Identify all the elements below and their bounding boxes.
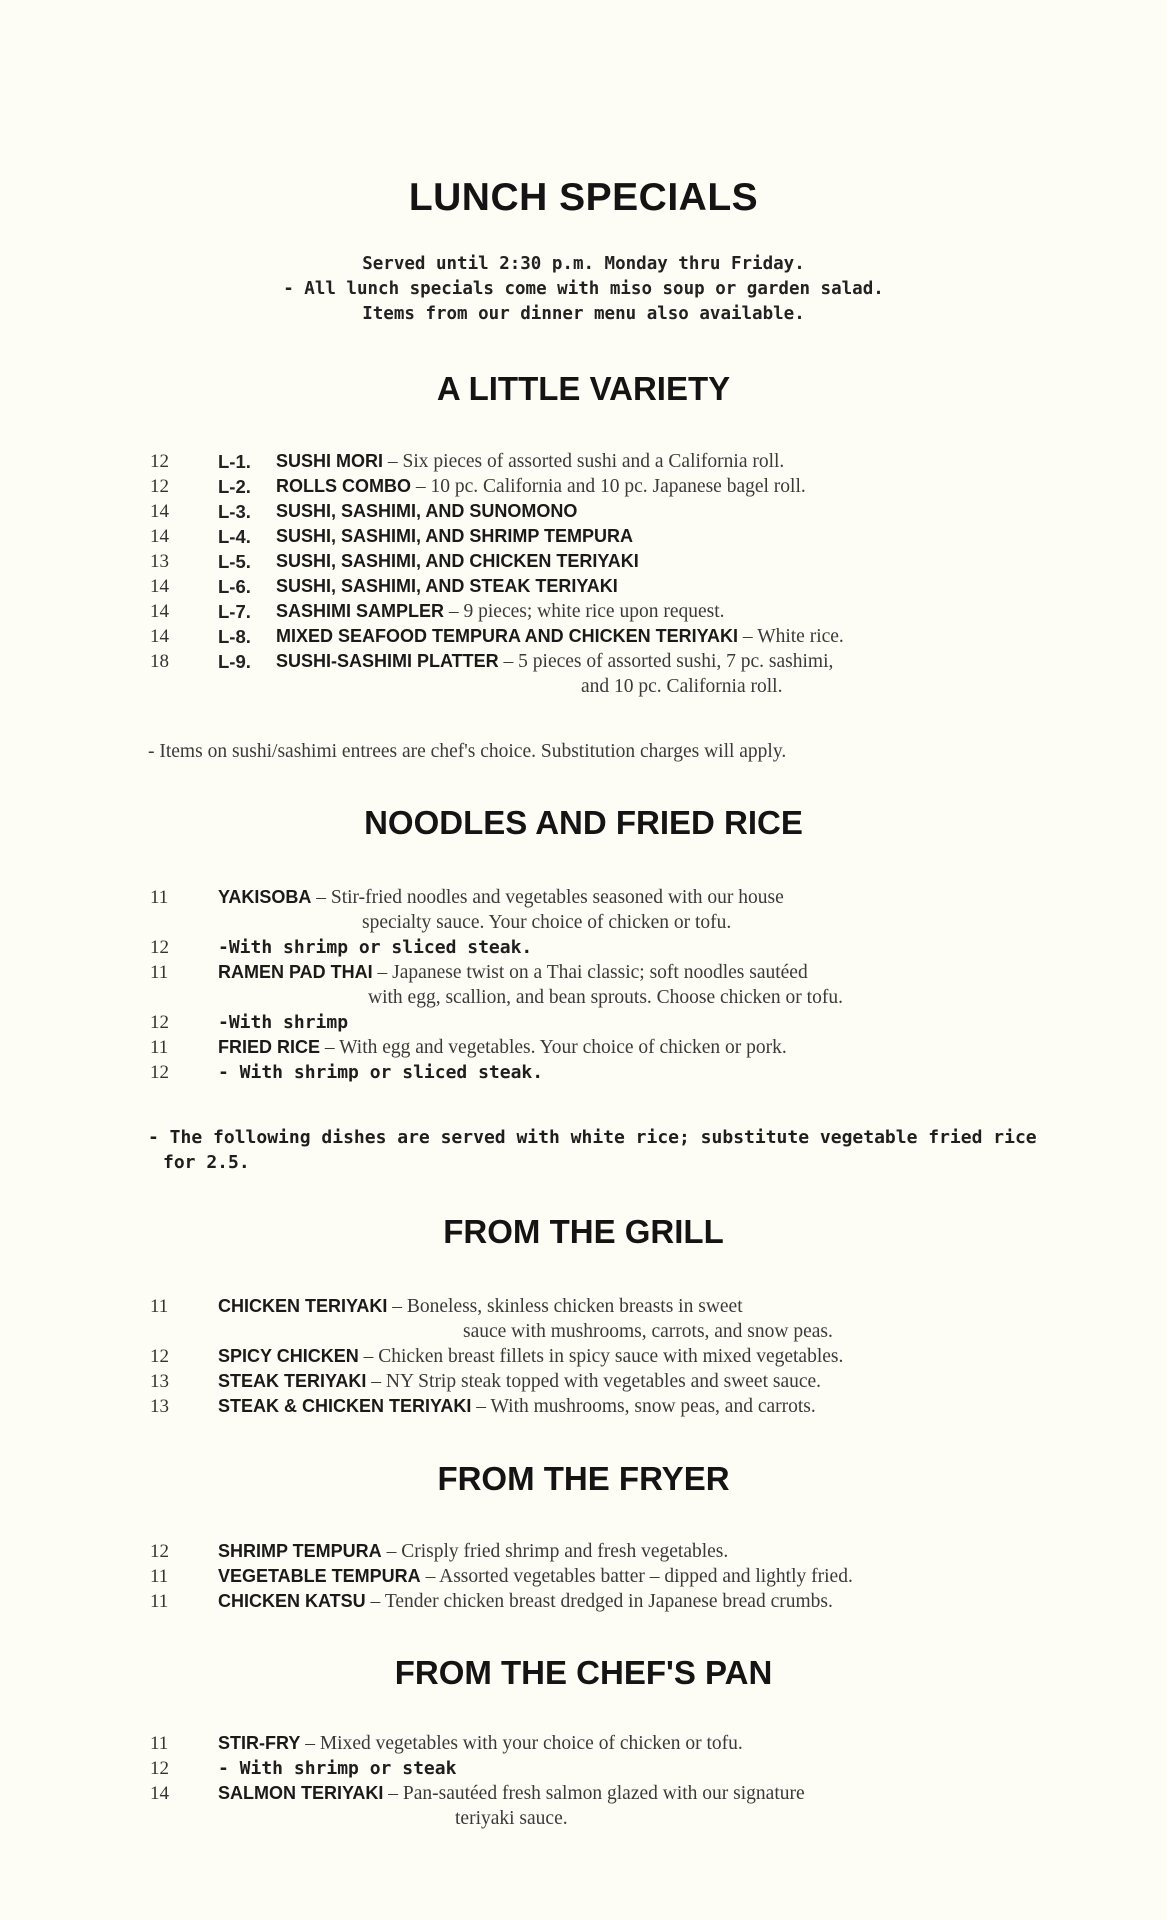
- item-name: FRIED RICE: [218, 1037, 321, 1057]
- item-name: SALMON TERIYAKI: [218, 1783, 384, 1803]
- item-description: – With mushrooms, snow peas, and carrots.: [471, 1396, 816, 1417]
- item-option: - With shrimp or steak: [218, 1758, 457, 1779]
- item-price: 13: [150, 1396, 169, 1417]
- section-title-noodles: NOODLES AND FRIED RICE: [364, 804, 803, 841]
- white-rice-note-continued: for 2.5.: [163, 1152, 250, 1173]
- item-description-continued: with egg, scallion, and bean sprouts. Choose chicken or tofu.: [368, 987, 843, 1008]
- item-description: – Pan-sautéed fresh salmon glazed with our signature: [383, 1783, 805, 1804]
- item-price: 12: [150, 1012, 169, 1033]
- item-code: L-5.: [218, 551, 251, 572]
- item-name: MIXED SEAFOOD TEMPURA AND CHICKEN TERIYAKI: [276, 626, 739, 646]
- item-price: 11: [150, 887, 169, 908]
- item-name: STEAK TERIYAKI: [218, 1371, 367, 1391]
- item-price: 11: [150, 1566, 169, 1587]
- item-name: CHICKEN KATSU: [218, 1591, 366, 1611]
- item-code: L-1.: [218, 451, 251, 472]
- item-name: SUSHI, SASHIMI, AND SHRIMP TEMPURA: [276, 526, 634, 546]
- section-title-grill: FROM THE GRILL: [443, 1213, 724, 1250]
- item-name: SUSHI, SASHIMI, AND STEAK TERIYAKI: [276, 576, 618, 596]
- item-option: -With shrimp or sliced steak.: [218, 937, 533, 958]
- item-name: VEGETABLE TEMPURA: [218, 1566, 421, 1586]
- page-title: LUNCH SPECIALS: [408, 176, 759, 219]
- item-description: – NY Strip steak topped with vegetables and sweet sauce.: [366, 1371, 822, 1392]
- item-description: – Mixed vegetables with your choice of chicken or tofu.: [300, 1733, 743, 1754]
- item-price: 12: [150, 1541, 169, 1562]
- item-code: L-6.: [218, 576, 251, 597]
- item-description: – Crisply fried shrimp and fresh vegetables.: [381, 1541, 729, 1562]
- item-name: SPICY CHICKEN: [218, 1346, 359, 1366]
- item-option: -With shrimp: [218, 1012, 349, 1033]
- item-code: L-7.: [218, 601, 251, 622]
- item-description: – With egg and vegetables. Your choice of chicken or pork.: [320, 1037, 787, 1058]
- section-title-variety: A LITTLE VARIETY: [436, 370, 731, 407]
- item-price: 12: [150, 937, 169, 958]
- item-code: L-8.: [218, 626, 251, 647]
- section-title-chefs-pan: FROM THE CHEF'S PAN: [394, 1654, 773, 1691]
- item-price: 13: [150, 1371, 169, 1392]
- item-name: SUSHI MORI: [276, 451, 384, 471]
- item-name: RAMEN PAD THAI: [218, 962, 373, 982]
- item-price: 12: [150, 1758, 169, 1779]
- item-description: – White rice.: [738, 626, 844, 647]
- item-name: SUSHI-SASHIMI PLATTER: [276, 651, 499, 671]
- item-price: 12: [150, 1062, 169, 1083]
- item-description: – Boneless, skinless chicken breasts in sweet: [387, 1296, 743, 1317]
- item-price: 18: [150, 651, 169, 672]
- item-price: 13: [150, 551, 169, 572]
- item-price: 14: [150, 601, 169, 622]
- item-name: SUSHI, SASHIMI, AND SUNOMONO: [276, 501, 578, 521]
- item-price: 11: [150, 1591, 169, 1612]
- section-title-fryer: FROM THE FRYER: [437, 1460, 730, 1497]
- item-description: – Assorted vegetables batter – dipped and lightly fried.: [420, 1566, 853, 1587]
- item-description-continued: teriyaki sauce.: [455, 1808, 568, 1829]
- item-price: 11: [150, 1296, 169, 1317]
- item-name: CHICKEN TERIYAKI: [218, 1296, 388, 1316]
- white-rice-note: - The following dishes are served with white rice; substitute vegetable fried rice: [148, 1127, 1037, 1148]
- dinner-menu-note: Items from our dinner menu also available.: [362, 304, 805, 324]
- item-description: – 10 pc. California and 10 pc. Japanese bagel roll.: [411, 476, 806, 497]
- item-price: 14: [150, 1783, 169, 1804]
- item-price: 12: [150, 476, 169, 497]
- item-name: SUSHI, SASHIMI, AND CHICKEN TERIYAKI: [276, 551, 639, 571]
- item-price: 11: [150, 962, 169, 983]
- item-price: 11: [150, 1037, 169, 1058]
- item-name: STEAK & CHICKEN TERIYAKI: [218, 1396, 472, 1416]
- item-price: 14: [150, 626, 169, 647]
- item-description-continued: sauce with mushrooms, carrots, and snow peas.: [463, 1321, 833, 1342]
- item-code: L-3.: [218, 501, 251, 522]
- item-name: ROLLS COMBO: [276, 476, 411, 496]
- lunch-includes-note: - All lunch specials come with miso soup or garden salad.: [283, 279, 884, 299]
- item-price: 14: [150, 501, 169, 522]
- item-name: YAKISOBA: [218, 887, 312, 907]
- item-description-continued: and 10 pc. California roll.: [581, 676, 783, 697]
- item-description: – 9 pieces; white rice upon request.: [444, 601, 725, 622]
- item-name: SHRIMP TEMPURA: [218, 1541, 382, 1561]
- item-price: 12: [150, 1346, 169, 1367]
- served-hours: Served until 2:30 p.m. Monday thru Friday.: [362, 254, 805, 274]
- item-description: – Chicken breast fillets in spicy sauce with mixed vegetables.: [358, 1346, 844, 1367]
- item-price: 11: [150, 1733, 169, 1754]
- item-code: L-2.: [218, 476, 251, 497]
- item-description: – Japanese twist on a Thai classic; soft noodles sautéed: [372, 962, 808, 983]
- item-code: L-4.: [218, 526, 251, 547]
- item-description: – Stir-fried noodles and vegetables seasoned with our house: [311, 887, 784, 908]
- item-option: - With shrimp or sliced steak.: [218, 1062, 544, 1083]
- item-code: L-9.: [218, 651, 251, 672]
- item-description: – 5 pieces of assorted sushi, 7 pc. sashimi,: [498, 651, 834, 672]
- substitution-note: - Items on sushi/sashimi entrees are chef's choice. Substitution charges will apply.: [148, 741, 787, 762]
- item-name: STIR-FRY: [218, 1733, 301, 1753]
- item-price: 12: [150, 451, 169, 472]
- item-description-continued: specialty sauce. Your choice of chicken or tofu.: [362, 912, 732, 933]
- item-description: – Six pieces of assorted sushi and a California roll.: [383, 451, 785, 472]
- item-price: 14: [150, 526, 169, 547]
- item-description: – Tender chicken breast dredged in Japanese bread crumbs.: [365, 1591, 833, 1612]
- item-name: SASHIMI SAMPLER: [276, 601, 445, 621]
- item-price: 14: [150, 576, 169, 597]
